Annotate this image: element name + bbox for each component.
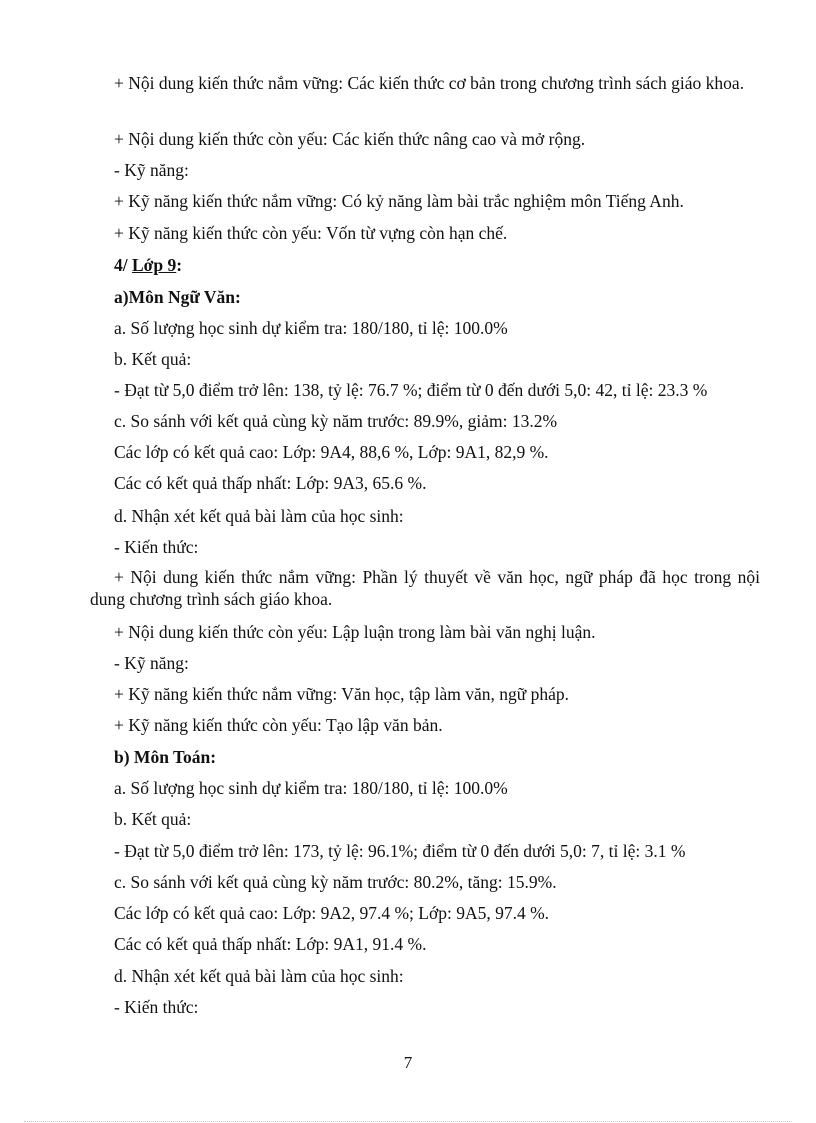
subsection-heading-math: b) Môn Toán: [114,747,217,767]
paragraph-skills-mastered: + Kỹ năng kiến thức nắm vững: Có kỷ năng làm bài trắc nghiệm môn Tiếng Anh. [114,191,684,211]
math-evaluation-heading: d. Nhận xét kết quả bài làm của học sinh: [114,966,404,986]
literature-knowledge-heading: - Kiến thức: [114,537,199,557]
math-student-count: a. Số lượng học sinh dự kiểm tra: 180/180, tỉ lệ: 100.0% [114,778,508,798]
literature-skills-mastered: + Kỹ năng kiến thức nắm vững: Văn học, tập làm văn, ngữ pháp. [114,684,569,704]
section-title: Lớp 9 [132,255,177,275]
literature-knowledge-weak: + Nội dung kiến thức còn yếu: Lập luận trong làm bài văn nghị luận. [114,622,596,642]
literature-evaluation-heading: d. Nhận xét kết quả bài làm của học sinh: [114,506,404,526]
subsection-heading-literature: a)Môn Ngữ Văn: [114,287,241,307]
math-comparison: c. So sánh với kết quả cùng kỳ năm trước: 80.2%, tăng: 15.9%. [114,872,557,892]
literature-result-heading: b. Kết quả: [114,349,192,369]
literature-lowest-class: Các có kết quả thấp nhất: Lớp: 9A3, 65.6 %. [114,473,427,493]
section-heading-grade-9 [114,254,182,276]
literature-top-classes: Các lớp có kết quả cao: Lớp: 9A4, 88,6 %, Lớp: 9A1, 82,9 %. [114,442,549,462]
math-result-heading: b. Kết quả: [114,809,192,829]
literature-student-count: a. Số lượng học sinh dự kiểm tra: 180/180, tỉ lệ: 100.0% [114,318,508,338]
literature-comparison: c. So sánh với kết quả cùng kỳ năm trước: 89.9%, giảm: 13.2% [114,411,558,431]
paragraph-knowledge-weak: + Nội dung kiến thức còn yếu: Các kiến thức nâng cao và mở rộng. [114,129,586,149]
page-bottom-divider [24,1121,792,1122]
section-colon: : [176,255,183,275]
math-knowledge-heading: - Kiến thức: [114,997,199,1017]
page-number: 7 [403,1053,413,1072]
paragraph-skills-heading: - Kỹ năng: [114,160,189,180]
section-number: 4/ [114,255,132,275]
math-result-detail: - Đạt từ 5,0 điểm trở lên: 173, tỷ lệ: 96.1%; điểm từ 0 đến dưới 5,0: 7, tỉ lệ: 3.1 % [114,841,686,861]
literature-skills-weak: + Kỹ năng kiến thức còn yếu: Tạo lập văn bản. [114,715,443,735]
literature-result-detail: - Đạt từ 5,0 điểm trở lên: 138, tỷ lệ: 76.7 %; điểm từ 0 đến dưới 5,0: 42, tỉ lệ: 23.3 % [114,380,708,400]
math-top-classes: Các lớp có kết quả cao: Lớp: 9A2, 97.4 %; Lớp: 9A5, 97.4 %. [114,903,550,923]
literature-skills-heading: - Kỹ năng: [114,653,189,673]
paragraph-knowledge-mastered: + Nội dung kiến thức nắm vững: Các kiến thức cơ bản trong chương trình sách giáo khoa. [114,73,745,93]
paragraph-skills-weak: + Kỹ năng kiến thức còn yếu: Vốn từ vựng còn hạn chế. [114,223,508,243]
math-lowest-class: Các có kết quả thấp nhất: Lớp: 9A1, 91.4 %. [114,934,427,954]
literature-knowledge-mastered: + Nội dung kiến thức nắm vững: Phần lý thuyết về văn học, ngữ pháp đã học trong nội dung chương trình sách giáo khoa. [90,567,760,609]
